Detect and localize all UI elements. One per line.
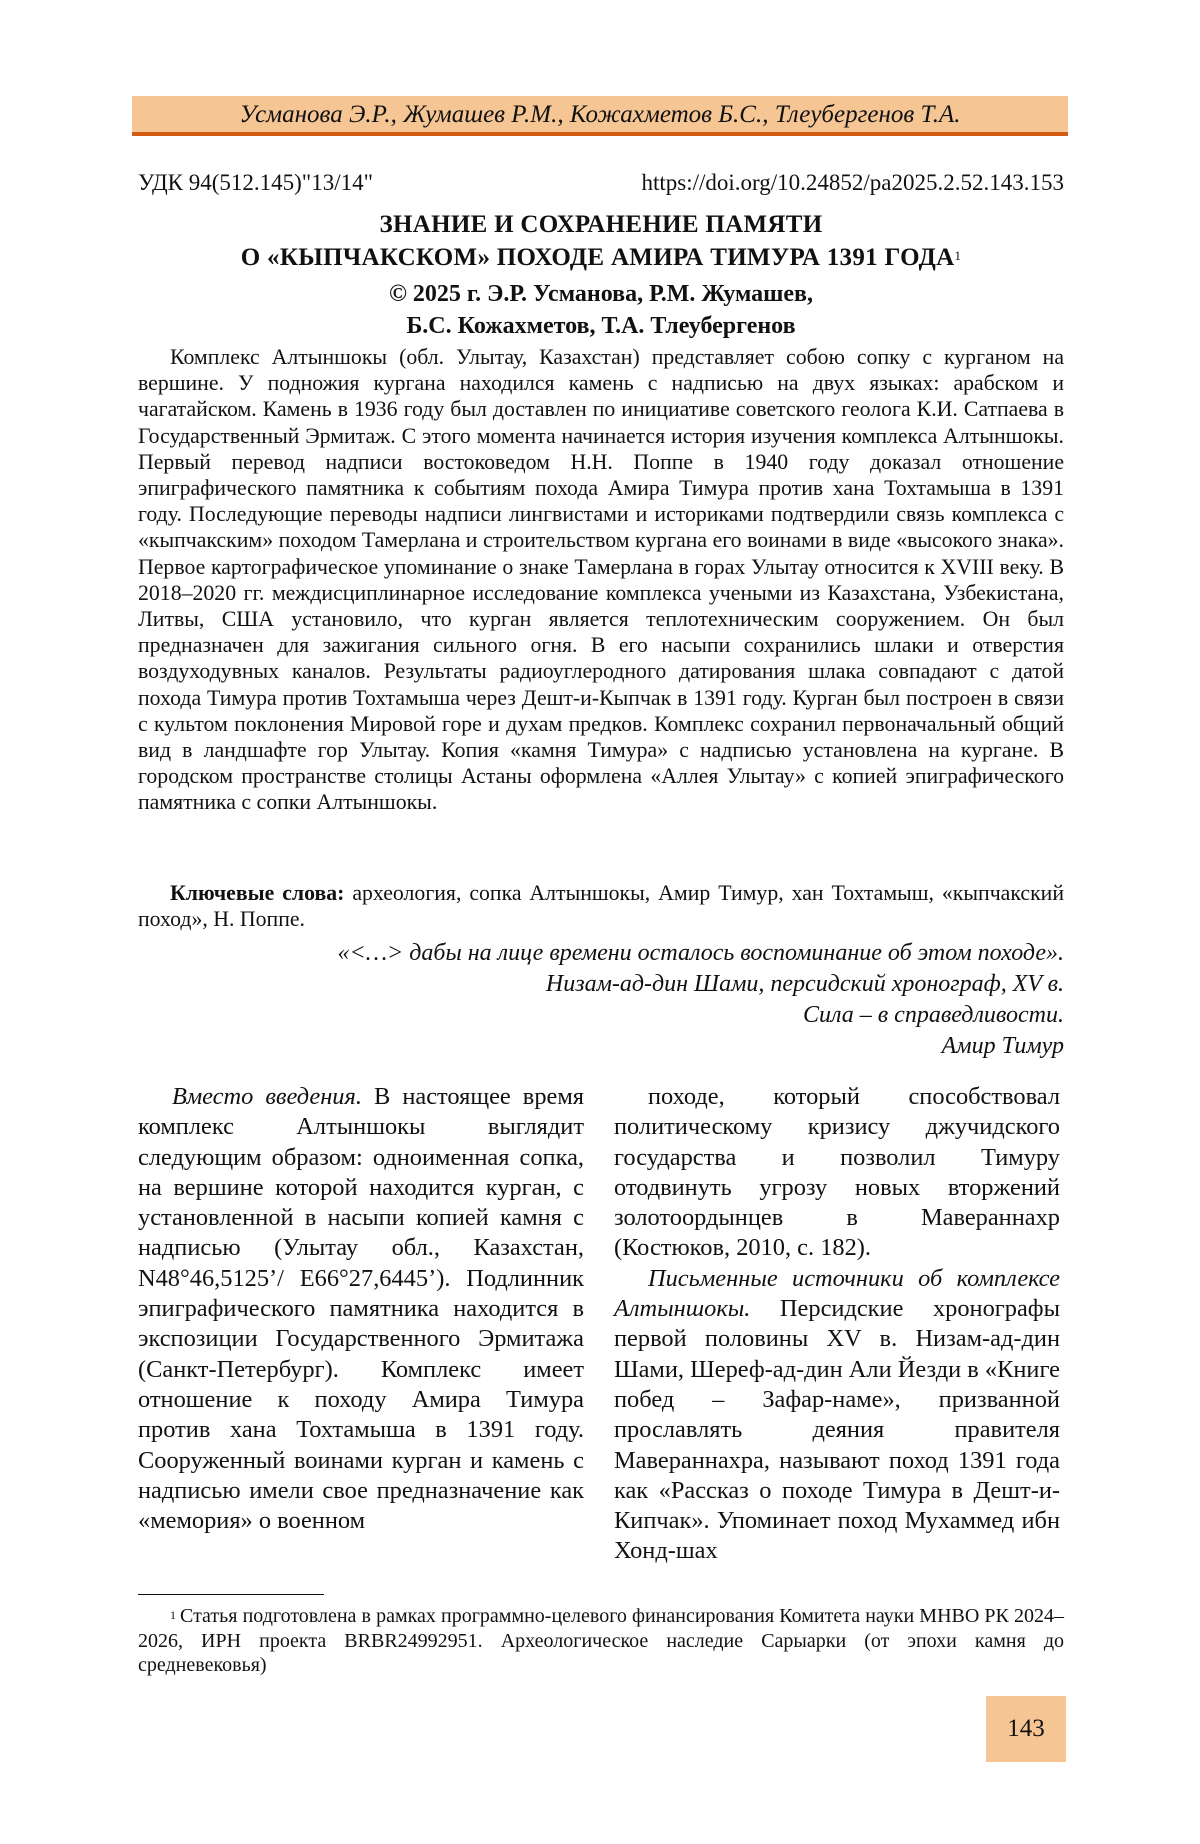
body-text: В настоящее время комплекс Алтыншокы выглядит следующим образом: одноименная сопка, на вершине которой находится курган, с установленной в насыпи копией камня с надписью (Улытау обл., Казахстан, N48°46,5125’/ E66°27,6445’). Подлинник эпиграфического памятника находится в экспозиции Государственного Эрмитажа (Санкт-Петербург). Комплекс имеет отношение к походу Амира Тимура против хана Тохтамыша в 1391 году. Сооруженный воинами курган и камень с надписью имели свое предназначение как «мемория» о военном	[138, 1083, 584, 1535]
authors-line-1: © 2025 г. Э.Р. Усманова, Р.М. Жумашев,	[388, 281, 814, 307]
epigraph-attribution-1: Низам-ад-дин Шами, персидский хронограф, XV в.	[545, 971, 1064, 997]
keywords-text: археология, сопка Алтыншокы, Амир Тимур, хан Тохтамыш, «кыпчакский поход», Н. Поппе.	[138, 881, 1064, 932]
epigraph-quote-2: Сила – в справедливости.	[803, 1002, 1064, 1028]
footnote-divider	[138, 1594, 324, 1595]
body-column-right	[614, 1082, 1060, 1567]
keywords	[138, 880, 1064, 932]
title-line-1: ЗНАНИЕ И СОХРАНЕНИЕ ПАМЯТИ	[379, 211, 823, 238]
running-header-authors: Усманова Э.Р., Жумашев Р.М., Кожахметов Б.С., Тлеубергенов Т.А.	[239, 101, 961, 128]
article-meta	[138, 168, 1064, 198]
body-column-left	[138, 1082, 584, 1536]
epigraph-attribution-2: Амир Тимур	[941, 1033, 1064, 1059]
footnote-mark: 1	[170, 1608, 176, 1622]
title-line-2: О «КЫПЧАКСКОМ» ПОХОДЕ АМИРА ТИМУРА 1391 ГОДА	[240, 244, 955, 271]
udk-code: УДК 94(512.145)"13/14"	[138, 170, 373, 195]
article-title	[138, 208, 1064, 274]
doi-link[interactable]: https://doi.org/10.24852/pa2025.2.52.143.153	[641, 170, 1064, 195]
section-lead-introduction: Вместо введения.	[172, 1083, 362, 1110]
body-paragraph	[614, 1264, 1060, 1567]
body-paragraph-continued: походе, который способствовал политическому кризису джучидского государства и позволил Тимуру отодвинуть угрозу новых вторжений золотоордынцев в Мавераннахр (Костюков, 2010, с. 182).	[614, 1083, 1060, 1262]
title-line-2-wrap	[138, 241, 1064, 274]
section-lead-sources: Письменные источники об комплексе Алтыншокы.	[614, 1264, 1060, 1323]
abstract: Комплекс Алтыншокы (обл. Улытау, Казахстан) представляет собою сопку с курганом на вершине. У подножия кургана находился камень с надписью на двух языках: арабском и чагатайском. Камень в 1936 году был доставлен по инициативе советского геолога К.И. Сатпаева в Государственный Эрмитаж. С этого момента начинается история изучения комплекса Алтыншокы. Первый перевод надписи востоковедом Н.Н. Поппе в 1940 году доказал отношение эпиграфического памятника к событиям похода Амира Тимура против хана Тохтамыша в 1391 году. Последующие переводы надписи лингвистами и историками подтвердили связь комплекса с «кыпчакским» походом Тамерлана и строительством кургана его воинами в виде «высокого знака». Первое картографическое упоминание о знаке Тамерлана в горах Улытау относится к XVIII веку. В 2018–2020 гг. междисциплинарное исследование комплекса учеными из Казахстана, Узбекистана, Литвы, США установило, что курган является теплотехническим сооружением. Он был предназначен для зажигания сильного огня. В его насыпи сохранились шлаки и отверстия воздуходувных каналов. Результаты радиоуглеродного датирования шлака совпадают с датой похода Тимура против Тохтамыша через Дешт-и-Кыпчак в 1391 году. Курган был построен в связи с культом поклонения Мировой горе и духам предков. Комплекс сохранил первоначальный общий вид в ландшафте гор Улытау. Копия «камня Тимура» с надписью установлена на кургане. В городском пространстве столицы Астаны оформлена «Аллея Улытау» с копией эпиграфического памятника с сопки Алтыншокы.	[138, 345, 1064, 815]
footnote	[138, 1604, 1064, 1678]
epigraph	[138, 938, 1064, 1062]
article-authors	[138, 278, 1064, 342]
title-footnote-mark[interactable]: 1	[954, 248, 962, 263]
authors-line-2: Б.С. Кожахметов, Т.А. Тлеубергенов	[406, 313, 796, 339]
keywords-label: Ключевые слова:	[170, 881, 345, 905]
body-paragraph	[138, 1082, 584, 1536]
running-header	[132, 96, 1068, 136]
footnote-text: Статья подготовлена в рамках программно-целевого финансирования Комитета науки МНВО РК 2024–2026, ИРН проекта BRBR24992951. Археологическое наследие Сарыарки (от эпохи камня до средневековья)	[138, 1605, 1064, 1676]
epigraph-quote-1: «<…> дабы на лице времени осталось воспоминание об этом походе».	[337, 940, 1064, 966]
page-number: 143	[986, 1696, 1066, 1762]
body-text: Персидские хронографы первой половины XV в. Низам-ад-дин Шами, Шереф-ад-дин Али Йезди в «Книге побед – Зафар-наме», призванной прославлять деяния правителя Мавераннахра, называют поход 1391 года как «Рассказ о походе Тимура в Дешт-и-Кипчак». Упоминает поход Мухаммед ибн Хонд-шах	[614, 1295, 1060, 1565]
